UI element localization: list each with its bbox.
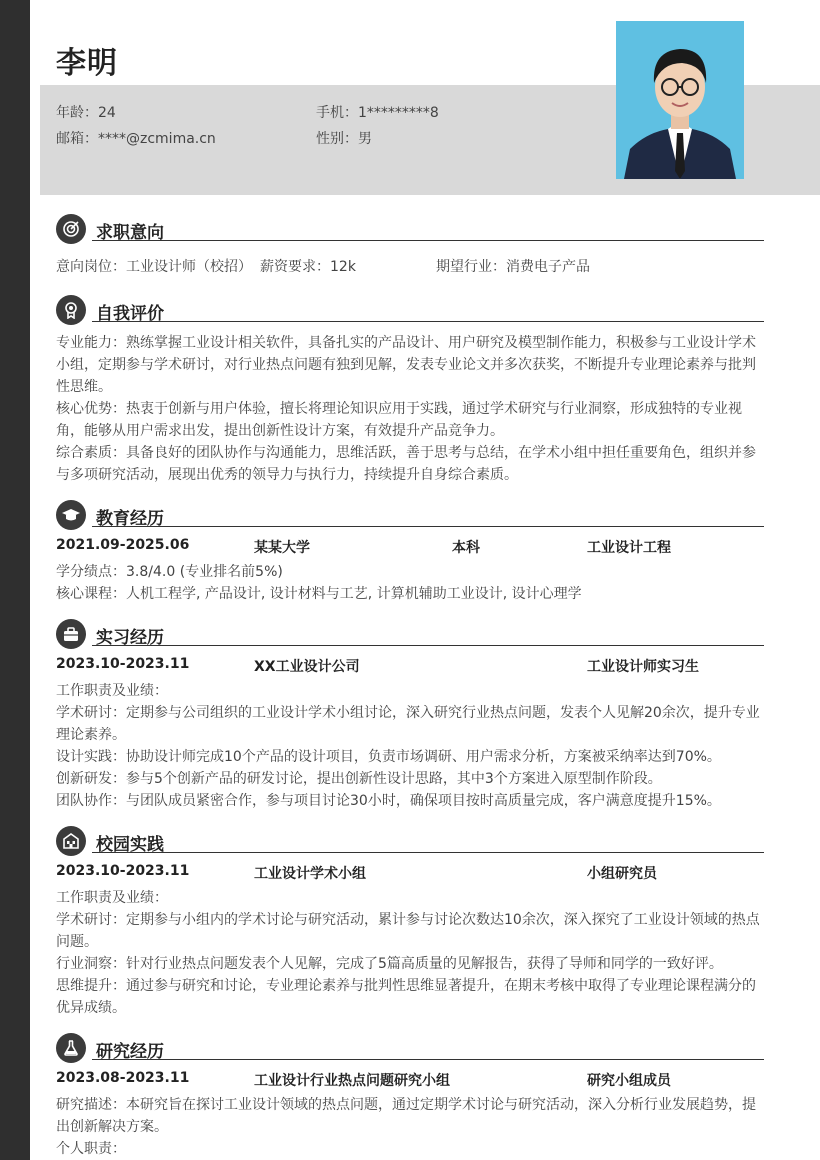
section-title: 自我评价 [96,304,164,324]
section-divider [92,1059,764,1060]
duty-item: 学术研讨：定期参与小组内的学术讨论与研究活动，累计参与讨论次数达10余次，深入探究了工业设计领域的热点问题。 [56,912,760,950]
award-icon [56,295,86,325]
section-research [56,1033,764,1067]
duty-item: 行业洞察：针对行业热点问题发表个人见解，完成了5篇高质量的见解报告，获得了导师和同学的一致好评。 [56,956,723,972]
research-role: 研究小组成员 [587,1073,671,1089]
section-internship [56,619,764,653]
section-divider [92,645,764,646]
gender-field: 性别：男 [316,131,372,147]
campus-row [56,863,766,885]
position-field: 意向岗位：工业设计师（校招） [56,259,252,275]
gpa-line: 学分绩点：3.8/4.0 (专业排名前5%) [56,564,283,580]
research-group: 工业设计行业热点问题研究小组 [254,1073,450,1089]
section-divider [92,526,764,527]
salary-field: 薪资要求：12k [260,259,356,275]
section-education [56,500,764,534]
section-objective [56,214,764,248]
briefcase-icon [56,619,86,649]
research-row [56,1070,766,1092]
section-title: 求职意向 [96,223,164,243]
section-self-evaluation [56,295,764,329]
job-role: 工业设计师实习生 [587,659,699,675]
objective-row [56,256,766,278]
section-title: 教育经历 [96,509,164,529]
degree: 本科 [452,540,480,556]
target-icon [56,214,86,244]
education-row [56,537,766,559]
section-title: 校园实践 [96,835,164,855]
graduation-cap-icon [56,500,86,530]
section-divider [92,321,764,322]
self-eval-paragraph: 核心优势：热衷于创新与用户体验，擅长将理论知识应用于实践，通过学术研究与行业洞察，形成独特的专业视角，能够从用户需求出发，提出创新性设计方案，有效提升产品竞争力。 [56,401,742,439]
duty-item: 设计实践：协助设计师完成10个产品的设计项目，负责市场调研、用户需求分析，方案被采纳率达到70%。 [56,749,721,765]
industry-field: 期望行业：消费电子产品 [436,259,590,275]
age-field: 年龄：24 [56,105,116,121]
section-divider [92,240,764,241]
company-name: XX工业设计公司 [254,659,360,675]
phone-field: 手机：1*********8 [316,105,439,121]
internship-date: 2023.10-2023.11 [56,656,190,672]
major: 工业设计工程 [587,540,671,556]
organization-name: 工业设计学术小组 [254,866,366,882]
flask-icon [56,1033,86,1063]
self-eval-paragraph: 专业能力：熟练掌握工业设计相关软件，具备扎实的产品设计、用户研究及模型制作能力，积极参与工业设计学术小组，定期参与学术研讨，对行业热点问题有独到见解，发表专业论文并多次获奖，不断提升专业理论素养与批判性思维。 [56,335,756,395]
duty-intro: 工作职责及业绩： [56,890,168,906]
duty-intro: 工作职责及业绩： [56,683,168,699]
duty-item: 创新研发：参与5个创新产品的研发讨论，提出创新性设计思路，其中3个方案进入原型制作阶段。 [56,771,662,787]
section-title: 实习经历 [96,628,164,648]
candidate-name: 李明 [56,46,118,81]
profile-photo [616,21,744,179]
courses-line: 核心课程：人机工程学, 产品设计, 设计材料与工艺, 计算机辅助工业设计, 设计心理学 [56,586,582,602]
research-date: 2023.08-2023.11 [56,1070,190,1086]
duty-item: 思维提升：通过参与研究和讨论，专业理论素养与批判性思维显著提升，在期末考核中取得了专业理论课程满分的优异成绩。 [56,978,756,1016]
section-campus [56,826,764,860]
campus-date: 2023.10-2023.11 [56,863,190,879]
campus-role: 小组研究员 [587,866,657,882]
duty-item: 学术研讨：定期参与公司组织的工业设计学术小组讨论，深入研究行业热点问题，发表个人见解20余次，提升专业理论素养。 [56,705,760,743]
school-name: 某某大学 [254,540,310,556]
self-eval-paragraph: 综合素质：具备良好的团队协作与沟通能力，思维活跃，善于思考与总结，在学术小组中担任重要角色，组织并参与多项研究活动，展现出优秀的领导力与执行力，持续提升自身综合素质。 [56,445,756,483]
personal-duty-label: 个人职责： [56,1141,126,1157]
research-description: 研究描述：本研究旨在探讨工业设计领域的热点问题，通过定期学术讨论与研究活动，深入分析行业发展趋势，提出创新解决方案。 [56,1097,756,1135]
section-divider [92,852,764,853]
email-field: 邮箱：****@zcmima.cn [56,131,216,147]
section-title: 研究经历 [96,1042,164,1062]
building-icon [56,826,86,856]
left-decor-bar [0,0,30,1160]
duty-item: 团队协作：与团队成员紧密合作，参与项目讨论30小时，确保项目按时高质量完成，客户满意度提升15%。 [56,793,721,809]
internship-row [56,656,766,678]
education-date: 2021.09-2025.06 [56,537,190,553]
